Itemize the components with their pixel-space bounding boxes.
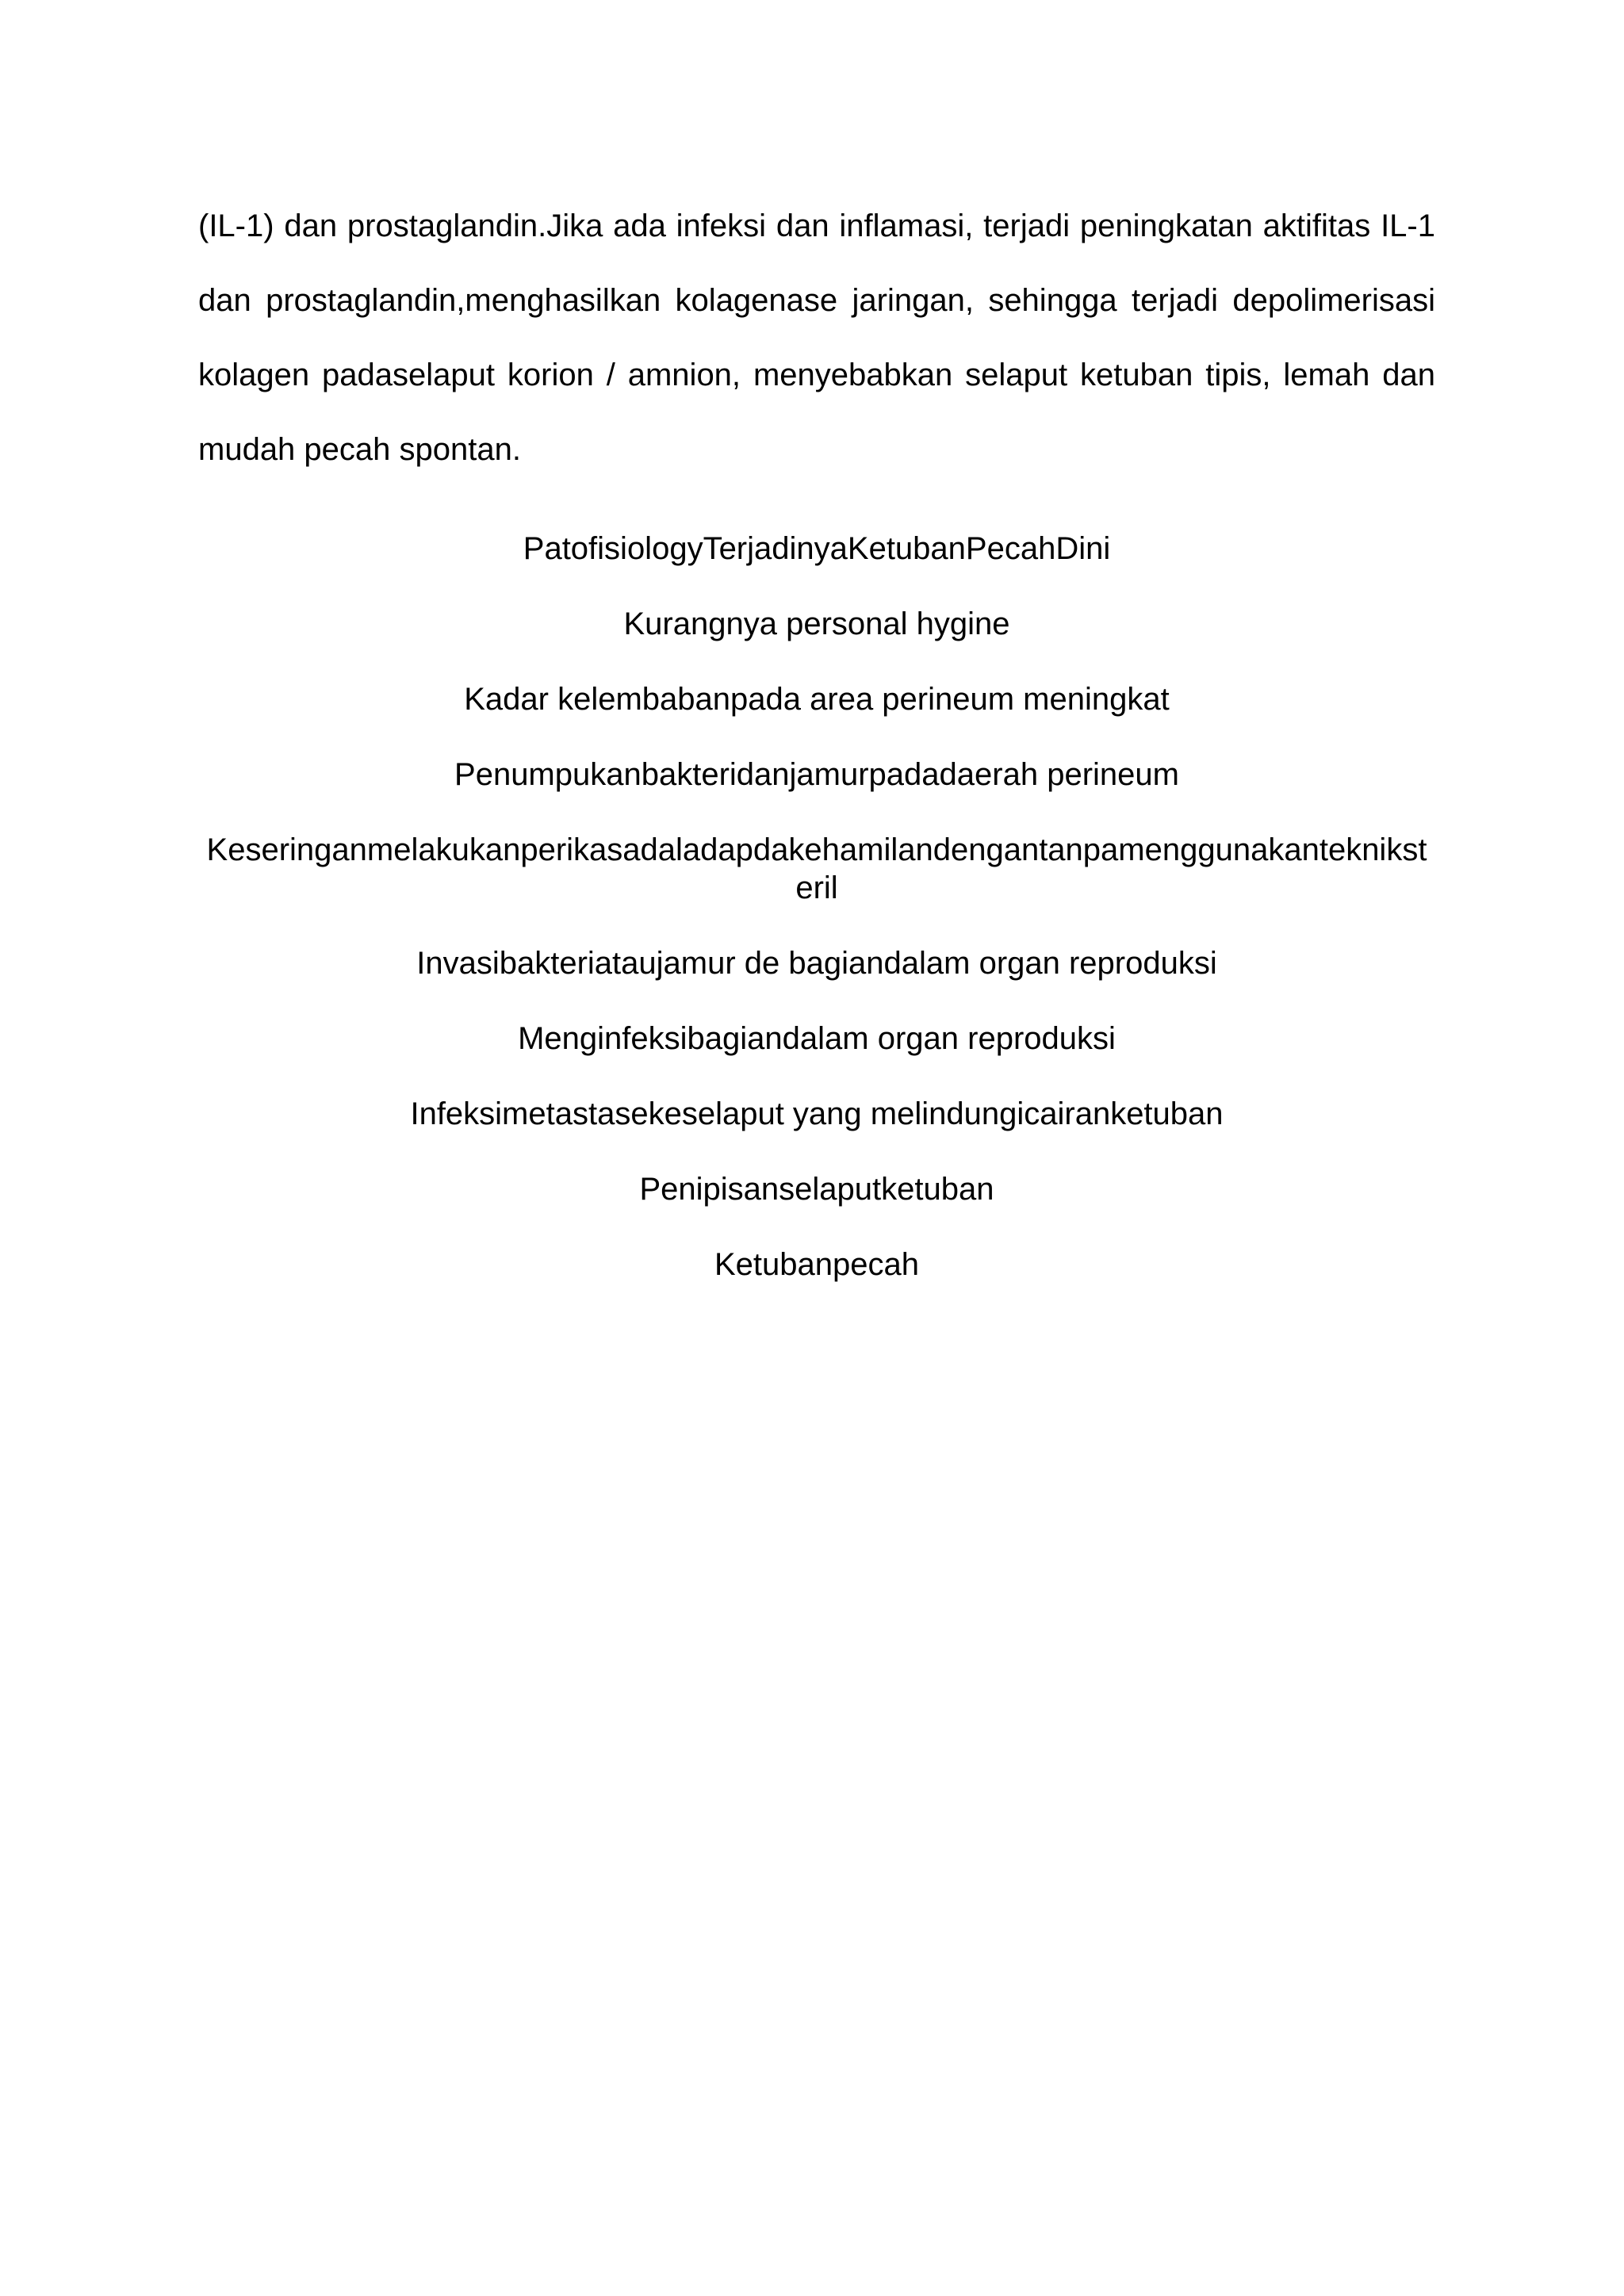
flow-step: Penumpukanbakteridanjamurpadadaerah perineum — [454, 757, 1179, 792]
flow-step: Menginfeksibagiandalam organ reproduksi — [518, 1021, 1116, 1056]
flow-step: Kadar kelembabanpada area perineum meningkat — [464, 682, 1170, 717]
flow-step: Kurangnya personal hygine — [623, 607, 1010, 641]
pathophysiology-flow — [198, 530, 1435, 1321]
flow-step: Ketubanpecah — [714, 1247, 919, 1282]
flow-title: PatofisiologyTerjadinyaKetubanPecahDini — [523, 531, 1111, 566]
flow-step: Penipisanselaputketuban — [639, 1172, 994, 1207]
flow-step: Infeksimetastasekeselaput yang melindungicairanketuban — [410, 1096, 1224, 1131]
body-paragraph: (IL-1) dan prostaglandin.Jika ada infeksi dan inflamasi, terjadi peningkatan aktifitas IL-1 dan prostaglandin,menghasilkan kolagenase jaringan, sehingga terjadi depolimerisasi kolagen padaselaput korion / amnion, menyebabkan selaput ketuban tipis, lemah dan mudah pecah spontan. — [198, 209, 1435, 467]
flow-step: Keseringanmelakukanperikasadaladapdakehamilandengantanpamenggunakantekniksteril — [206, 832, 1427, 905]
flow-step: Invasibakteriataujamur de bagiandalam organ reproduksi — [416, 946, 1217, 981]
